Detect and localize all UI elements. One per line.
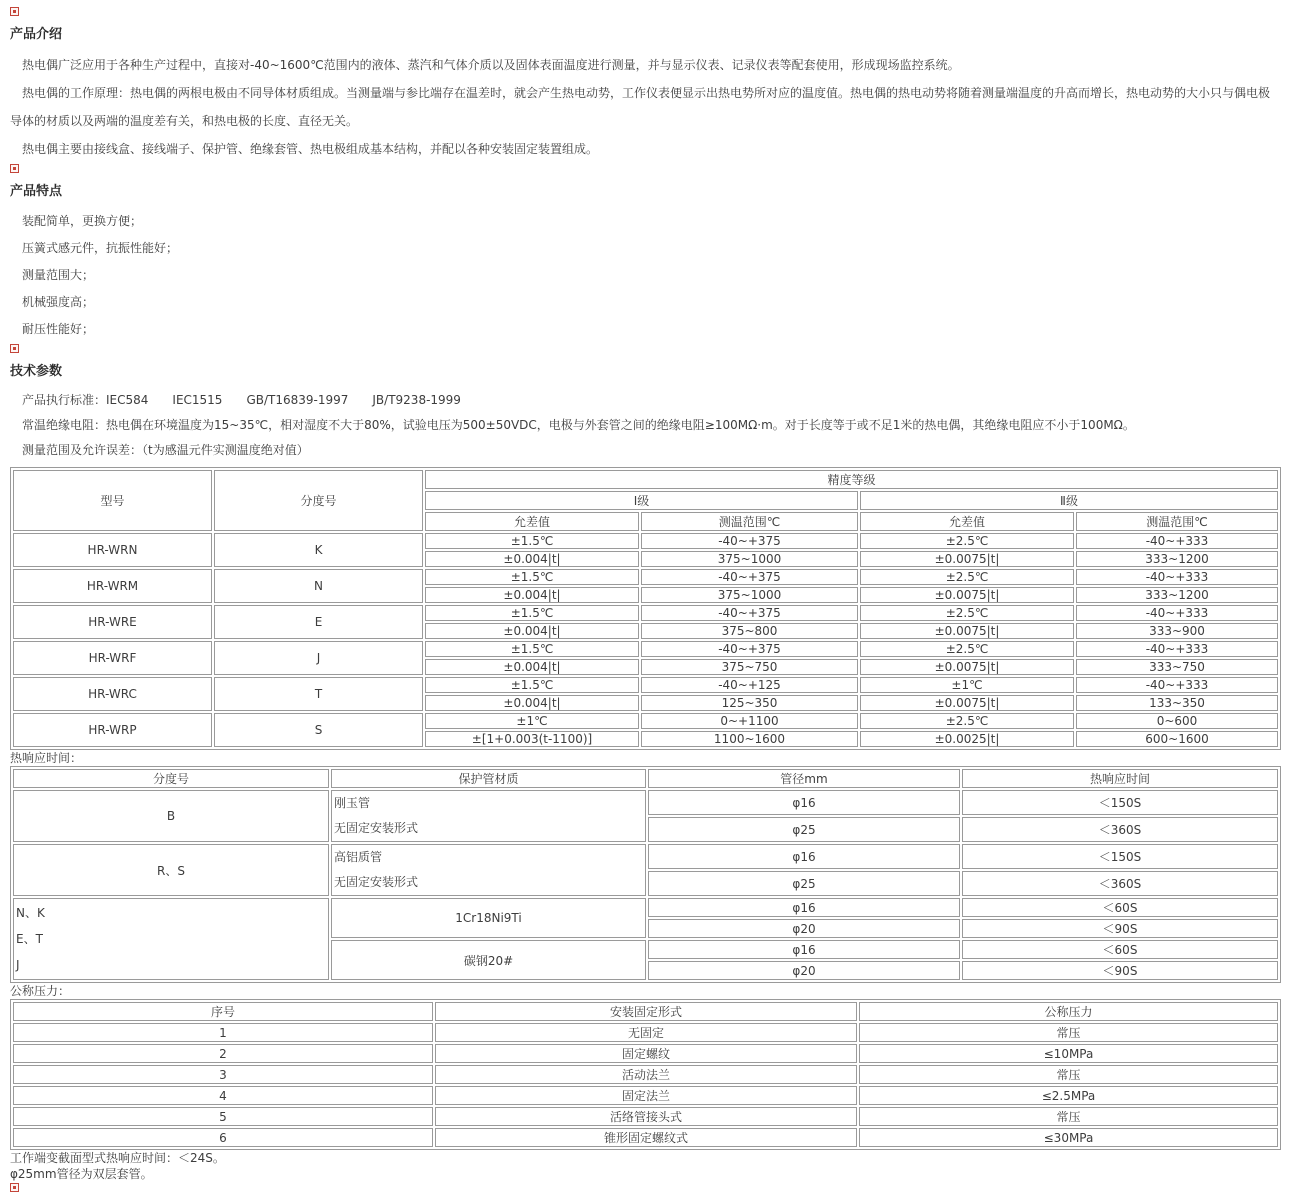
broken-image-icon	[10, 344, 19, 353]
cell-index: 1	[13, 1023, 433, 1042]
broken-image-icon	[10, 1183, 19, 1192]
cell-mount-type: 锥形固定螺纹式	[435, 1128, 857, 1147]
intro-paragraph-3: 热电偶主要由接线盒、接线端子、保护管、绝缘套管、热电极组成基本结构，并配以各种安装固定装置组成。	[22, 142, 599, 156]
cell: 333~1200	[1076, 551, 1278, 567]
cell-index: 3	[13, 1065, 433, 1084]
section-title-tech: 技术参数	[10, 364, 63, 379]
table-row	[13, 898, 1278, 917]
cell: -40~+333	[1076, 569, 1278, 585]
intro-paragraph-1: 热电偶广泛应用于各种生产过程中，直接对-40~1600℃范围内的液体、蒸汽和气体介质以及固体表面温度进行测量，并与显示仪表、记录仪表等配套使用，形成现场监控系统。	[22, 58, 960, 72]
cell-response-time: ＜60S	[962, 940, 1278, 959]
cell-index: 4	[13, 1086, 433, 1105]
table-row	[13, 605, 1278, 621]
table-row	[13, 569, 1278, 585]
cell: ±0.004|t|	[425, 551, 639, 567]
cell: ±2.5℃	[860, 605, 1074, 621]
cell: ±0.0025|t|	[860, 731, 1074, 747]
cell-diameter: φ16	[648, 940, 960, 959]
cell-response-time: ＜90S	[962, 919, 1278, 938]
cell: 333~1200	[1076, 587, 1278, 603]
cell: ±0.0075|t|	[860, 659, 1074, 675]
icon-row	[10, 344, 1281, 357]
header-cell-index: 序号	[13, 1002, 433, 1021]
cell-mount-type: 固定法兰	[435, 1086, 857, 1105]
cell-index: 5	[13, 1107, 433, 1126]
cell: -40~+333	[1076, 605, 1278, 621]
cell-tube-material: 1Cr18Ni9Ti	[331, 898, 646, 938]
header-cell-tube-material: 保护管材质	[331, 769, 646, 788]
feature-item: 装配简单，更换方便；	[22, 214, 143, 228]
cell: -40~+375	[641, 605, 858, 621]
footer-note-response: 工作端变截面型式热响应时间：＜24S。	[10, 1151, 225, 1165]
cell: ±0.0075|t|	[860, 587, 1074, 603]
graduation-line: N、K	[16, 906, 45, 920]
cell: ±2.5℃	[860, 533, 1074, 549]
tech-standard-line: 产品执行标准：IEC584 IEC1515 GB/T16839-1997 JB/T9238-1999	[22, 393, 461, 407]
cell: 375~1000	[641, 551, 858, 567]
cell: 375~800	[641, 623, 858, 639]
cell-pressure: 常压	[859, 1107, 1278, 1126]
cell: -40~+125	[641, 677, 858, 693]
cell-model: HR-WRP	[13, 713, 212, 747]
header-cell-range: 测温范围℃	[1076, 512, 1278, 531]
feature-item: 机械强度高；	[22, 295, 95, 309]
cell-graduation: R、S	[13, 844, 329, 896]
response-header-row	[13, 769, 1278, 788]
cell-diameter: φ25	[648, 871, 960, 896]
cell-graduation: K	[214, 533, 423, 567]
cell: ±0.0075|t|	[860, 623, 1074, 639]
cell: ±2.5℃	[860, 641, 1074, 657]
cell: 333~900	[1076, 623, 1278, 639]
cell: 133~350	[1076, 695, 1278, 711]
table-row	[13, 713, 1278, 729]
header-cell-graduation: 分度号	[214, 470, 423, 531]
cell: 0~+1100	[641, 713, 858, 729]
cell: ±1.5℃	[425, 533, 639, 549]
material-line: 刚玉管	[334, 796, 371, 810]
graduation-line: E、T	[16, 932, 43, 946]
tech-insulation-line: 常温绝缘电阻：热电偶在环境温度为15~35℃，相对湿度不大于80%，试验电压为500±50VDC，电极与外套管之间的绝缘电阻≥100MΩ·m。对于长度等于或不足1米的热电偶，其绝缘电阻应不小于100MΩ。	[22, 418, 1135, 432]
feature-item: 耐压性能好；	[22, 322, 95, 336]
intro-paragraph-2: 热电偶的工作原理：热电偶的两根电极由不同导体材质组成。当测量端与参比端存在温差时，就会产生热电动势，工作仪表便显示出热电势所对应的温度值。热电偶的热电动势将随着测量端温度的升高而增长，热电动势的大小只与偶电极导体的材质以及两端的温度差有关，和热电极的长度、直径无关。	[10, 86, 1271, 128]
cell-response-time: ＜60S	[962, 898, 1278, 917]
cell-tube-material	[331, 844, 646, 896]
feature-item: 压簧式感元件，抗振性能好；	[22, 241, 179, 255]
cell: 375~750	[641, 659, 858, 675]
cell-index: 2	[13, 1044, 433, 1063]
feature-item: 测量范围大；	[22, 268, 95, 282]
table-row	[13, 677, 1278, 693]
cell-model: HR-WRN	[13, 533, 212, 567]
header-cell-model: 型号	[13, 470, 212, 531]
pressure-header-row	[13, 1002, 1278, 1021]
cell-pressure: 常压	[859, 1065, 1278, 1084]
cell-pressure: 常压	[859, 1023, 1278, 1042]
broken-image-icon	[10, 7, 19, 16]
cell-pressure: ≤10MPa	[859, 1044, 1278, 1063]
icon-row	[10, 1183, 1281, 1196]
cell: 375~1000	[641, 587, 858, 603]
table-row	[13, 790, 1278, 815]
section-title-features: 产品特点	[10, 184, 63, 199]
cell-mount-type: 固定螺纹	[435, 1044, 857, 1063]
cell-response-time: ＜360S	[962, 817, 1278, 842]
cell: ±1℃	[860, 677, 1074, 693]
accuracy-table	[10, 467, 1281, 750]
table-row	[13, 1128, 1278, 1147]
cell-response-time: ＜90S	[962, 961, 1278, 980]
cell-graduation: B	[13, 790, 329, 842]
material-line: 高铝质管	[334, 850, 383, 864]
cell-model: HR-WRE	[13, 605, 212, 639]
graduation-line: J	[16, 958, 20, 972]
header-cell-accuracy-grade: 精度等级	[425, 470, 1278, 489]
cell: 1100~1600	[641, 731, 858, 747]
cell: ±[1+0.003(t-1100)]	[425, 731, 639, 747]
header-cell-mount-type: 安装固定形式	[435, 1002, 857, 1021]
cell: ±1.5℃	[425, 569, 639, 585]
cell-index: 6	[13, 1128, 433, 1147]
table-row	[13, 641, 1278, 657]
cell-mount-type: 无固定	[435, 1023, 857, 1042]
material-line: 无固定安装形式	[334, 875, 419, 889]
table-row	[13, 1044, 1278, 1063]
cell-pressure: ≤30MPa	[859, 1128, 1278, 1147]
cell: ±1.5℃	[425, 677, 639, 693]
cell-graduation-list	[13, 898, 329, 980]
table-row	[13, 1023, 1278, 1042]
cell-model: HR-WRC	[13, 677, 212, 711]
header-cell-response-time: 热响应时间	[962, 769, 1278, 788]
cell-diameter: φ16	[648, 844, 960, 869]
cell: -40~+333	[1076, 677, 1278, 693]
broken-image-icon	[10, 164, 19, 173]
accuracy-header-row	[13, 470, 1278, 489]
cell-diameter: φ20	[648, 961, 960, 980]
icon-row	[10, 164, 1281, 177]
cell: 333~750	[1076, 659, 1278, 675]
cell: ±0.0075|t|	[860, 551, 1074, 567]
cell-diameter: φ20	[648, 919, 960, 938]
cell-response-time: ＜360S	[962, 871, 1278, 896]
cell-graduation: J	[214, 641, 423, 675]
cell: -40~+375	[641, 641, 858, 657]
cell-graduation: S	[214, 713, 423, 747]
cell: -40~+375	[641, 533, 858, 549]
cell: ±1.5℃	[425, 605, 639, 621]
cell: ±2.5℃	[860, 713, 1074, 729]
pressure-table	[10, 999, 1281, 1150]
cell: 0~600	[1076, 713, 1278, 729]
pressure-table-title: 公称压力：	[10, 984, 71, 998]
table-row	[13, 1107, 1278, 1126]
cell-tube-material	[331, 790, 646, 842]
table-row	[13, 844, 1278, 869]
cell-response-time: ＜150S	[962, 844, 1278, 869]
cell-diameter: φ16	[648, 790, 960, 815]
header-cell-grade2: Ⅱ级	[860, 491, 1278, 510]
cell: 125~350	[641, 695, 858, 711]
cell: ±0.0075|t|	[860, 695, 1074, 711]
cell: ±1℃	[425, 713, 639, 729]
cell: ±1.5℃	[425, 641, 639, 657]
table-row	[13, 1086, 1278, 1105]
cell-graduation: T	[214, 677, 423, 711]
cell: -40~+333	[1076, 533, 1278, 549]
cell: -40~+375	[641, 569, 858, 585]
cell-mount-type: 活动法兰	[435, 1065, 857, 1084]
cell-tube-material: 碳钢20#	[331, 940, 646, 980]
table-row	[13, 1065, 1278, 1084]
header-cell-graduation: 分度号	[13, 769, 329, 788]
section-title-intro: 产品介绍	[10, 27, 63, 42]
cell-response-time: ＜150S	[962, 790, 1278, 815]
cell-mount-type: 活络管接头式	[435, 1107, 857, 1126]
cell: ±0.004|t|	[425, 659, 639, 675]
cell: 600~1600	[1076, 731, 1278, 747]
header-cell-grade1: Ⅰ级	[425, 491, 858, 510]
cell-diameter: φ25	[648, 817, 960, 842]
response-table-title: 热响应时间：	[10, 751, 83, 765]
cell: ±0.004|t|	[425, 695, 639, 711]
header-cell-pressure: 公称压力	[859, 1002, 1278, 1021]
cell-model: HR-WRM	[13, 569, 212, 603]
response-table	[10, 766, 1281, 983]
cell: ±0.004|t|	[425, 587, 639, 603]
header-cell-tolerance: 允差值	[860, 512, 1074, 531]
material-line: 无固定安装形式	[334, 821, 419, 835]
tech-range-caption: 测量范围及允许误差：（t为感温元件实测温度绝对值）	[22, 443, 309, 457]
cell-diameter: φ16	[648, 898, 960, 917]
cell: ±2.5℃	[860, 569, 1074, 585]
cell-pressure: ≤2.5MPa	[859, 1086, 1278, 1105]
cell: ±0.004|t|	[425, 623, 639, 639]
footer-note-tube: φ25mm管径为双层套管。	[10, 1167, 153, 1181]
cell-model: HR-WRF	[13, 641, 212, 675]
header-cell-diameter: 管径mm	[648, 769, 960, 788]
cell-graduation: N	[214, 569, 423, 603]
table-row	[13, 533, 1278, 549]
cell-graduation: E	[214, 605, 423, 639]
header-cell-tolerance: 允差值	[425, 512, 639, 531]
icon-row	[10, 7, 1281, 20]
header-cell-range: 测温范围℃	[641, 512, 858, 531]
cell: -40~+333	[1076, 641, 1278, 657]
